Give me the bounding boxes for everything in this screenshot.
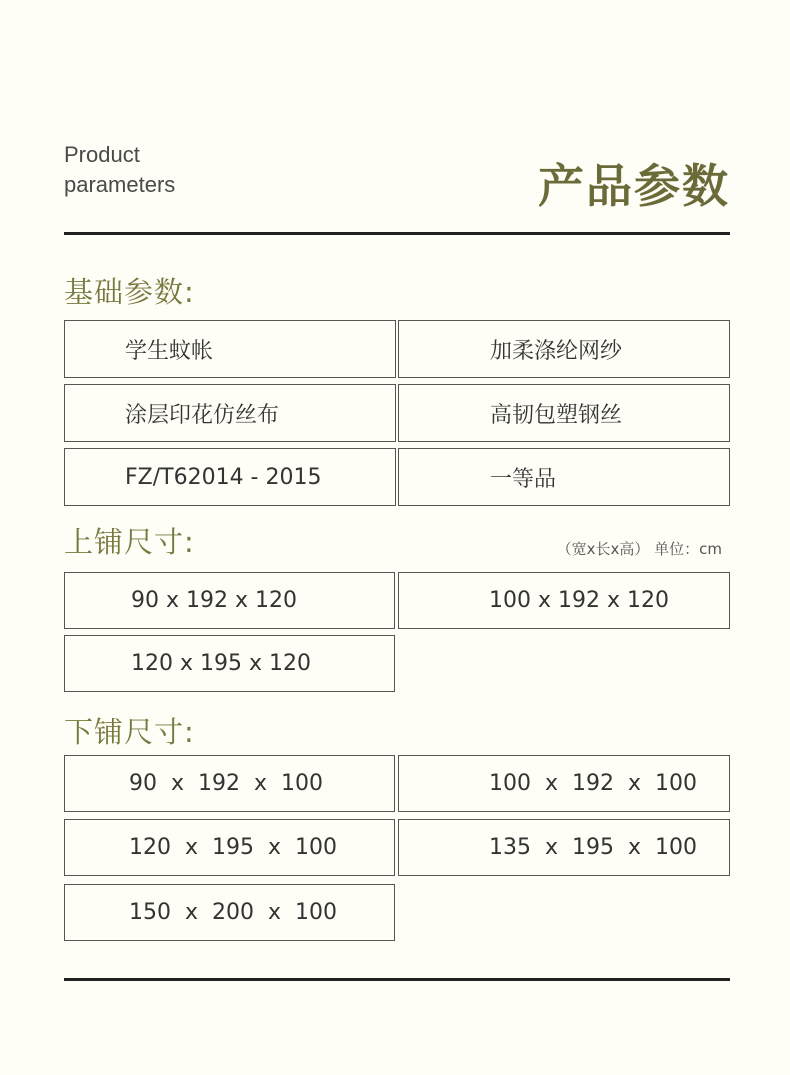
basic-cell-grade-text: 一等品: [490, 466, 557, 492]
lower-bunk-heading: 下铺尺寸:: [64, 715, 195, 749]
upper-size-text: 100 x 192 x 120: [489, 588, 669, 613]
basic-cell-fabric-text: 涂层印花仿丝布: [125, 402, 280, 428]
upper-size-text: 120 x 195 x 120: [131, 651, 311, 676]
lower-size-cell: [64, 884, 395, 941]
basic-cell-mesh: [398, 320, 730, 378]
upper-bunk-heading: 上铺尺寸:: [64, 525, 195, 559]
basic-cell-grade: [398, 448, 730, 506]
lower-size-cell: [398, 819, 730, 876]
basic-cell-fabric: [64, 384, 396, 442]
lower-size-text: 150 x 200 x 100: [129, 900, 337, 925]
bottom-divider: [64, 978, 730, 981]
upper-size-text: 90 x 192 x 120: [131, 588, 297, 613]
lower-size-text: 100 x 192 x 100: [489, 771, 697, 796]
unit-note: （宽x长x高） 单位：cm: [556, 540, 722, 558]
title-english: [64, 140, 175, 200]
basic-params-heading: 基础参数:: [64, 275, 195, 309]
lower-size-text: 90 x 192 x 100: [129, 771, 323, 796]
lower-size-cell: [398, 755, 730, 812]
lower-size-text: 135 x 195 x 100: [489, 835, 697, 860]
top-divider: [64, 232, 730, 235]
upper-size-cell: [64, 635, 395, 692]
basic-cell-mesh-text: 加柔涤纶网纱: [490, 338, 623, 364]
basic-cell-wire: [398, 384, 730, 442]
title-english-line2: parameters: [64, 172, 176, 197]
title-chinese: 产品参数: [538, 159, 730, 213]
lower-size-cell: [64, 819, 395, 876]
basic-cell-standard-text: FZ/T62014 - 2015: [125, 464, 322, 490]
basic-cell-standard: [64, 448, 396, 506]
basic-cell-product-text: 学生蚊帐: [125, 338, 214, 364]
basic-cell-wire-text: 高韧包塑钢丝: [490, 402, 623, 428]
lower-size-cell: [64, 755, 395, 812]
upper-size-cell: [398, 572, 730, 629]
title-english-line1: Product: [64, 142, 140, 167]
lower-size-text: 120 x 195 x 100: [129, 835, 337, 860]
basic-cell-product: [64, 320, 396, 378]
upper-size-cell: [64, 572, 395, 629]
